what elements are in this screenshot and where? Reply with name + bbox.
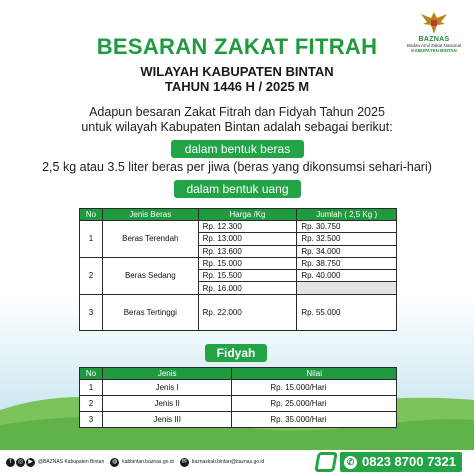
phone-contact[interactable] xyxy=(316,452,474,472)
header-no: No xyxy=(80,368,103,380)
header-harga: Harga /Kg xyxy=(198,209,297,221)
row-jenis: Jenis II xyxy=(102,396,231,412)
email-text[interactable]: baznaskab.bintan@baznas.go.id xyxy=(191,459,265,465)
social-links[interactable] xyxy=(6,458,104,467)
jumlah-cell: Rp. 55.000 xyxy=(297,294,397,330)
row-no: 3 xyxy=(80,412,103,428)
page-title: BESARAN ZAKAT FITRAH xyxy=(96,34,378,59)
row-nilai: Rp. 15.000/Hari xyxy=(232,380,397,396)
row-no: 1 xyxy=(80,380,103,396)
row-nilai: Rp. 25.000/Hari xyxy=(232,396,397,412)
logo-subtitle: Badan Amil Zakat Nasional xyxy=(406,43,462,48)
harga-cell: Rp. 12.300 xyxy=(198,221,297,233)
email-link[interactable] xyxy=(180,458,265,467)
row-no: 3 xyxy=(80,294,103,330)
fidyah-table-header xyxy=(80,368,397,380)
harga-cell: Rp. 13.000 xyxy=(198,233,297,245)
header-jenis-beras: Jenis Beras xyxy=(102,209,198,221)
instagram-icon[interactable]: ◎ xyxy=(17,458,24,465)
row-no: 1 xyxy=(80,221,103,258)
youtube-icon[interactable]: ▶ xyxy=(26,458,35,467)
harga-cell: Rp. 22.000 xyxy=(198,294,297,330)
garuda-emblem-icon xyxy=(419,10,449,36)
phone-number[interactable]: 0823 8700 7321 xyxy=(362,454,456,469)
jumlah-cell: Rp. 34.000 xyxy=(297,245,397,257)
table-row xyxy=(80,412,397,428)
intro-line-1: Adapun besaran Zakat Fitrah dan Fidyah Tahun 2025 xyxy=(89,105,385,119)
uang-section-label: dalam bentuk uang xyxy=(174,180,301,198)
logo-name: BAZNAS xyxy=(418,36,450,43)
fidyah-table xyxy=(79,367,397,428)
subtitle-year: TAHUN 1446 H / 2025 M xyxy=(164,79,310,94)
table-row xyxy=(80,257,397,269)
phone-icon: ✆ xyxy=(344,456,357,469)
header-nilai: Nilai xyxy=(232,368,397,380)
harga-cell: Rp. 15.500 xyxy=(198,270,297,282)
jumlah-cell: Rp. 38.750 xyxy=(297,257,397,269)
jumlah-cell: Rp. 40.000 xyxy=(297,270,397,282)
mail-icon: ✉ xyxy=(181,458,187,465)
globe-icon: ◍ xyxy=(112,458,118,465)
harga-cell: Rp. 16.000 xyxy=(198,282,297,294)
jumlah-cell: Rp. 32.500 xyxy=(297,233,397,245)
table-row xyxy=(80,221,397,233)
beras-section-label: dalam bentuk beras xyxy=(171,140,304,158)
facebook-icon[interactable]: f xyxy=(6,458,15,467)
jumlah-cell: Rp. 30.750 xyxy=(297,221,397,233)
header-no: No xyxy=(80,209,103,221)
row-jenis: Jenis III xyxy=(102,412,231,428)
table-row xyxy=(80,396,397,412)
phone-badge[interactable] xyxy=(340,452,462,472)
fidyah-section-label: Fidyah xyxy=(205,344,267,362)
zakat-table-header xyxy=(80,209,397,221)
row-jenis: Beras Tertinggi xyxy=(102,294,198,330)
row-jenis: Beras Terendah xyxy=(102,221,198,258)
table-row xyxy=(80,380,397,396)
zakat-table xyxy=(79,208,397,331)
row-no: 2 xyxy=(80,396,103,412)
brand-mark-icon xyxy=(314,452,338,472)
beras-description: 2,5 kg atau 3.5 liter beras per jiwa (beras yang dikonsumsi sehari-hari) xyxy=(42,160,432,174)
website-link[interactable] xyxy=(110,458,173,467)
header-jenis: Jenis xyxy=(102,368,231,380)
website-text[interactable]: kabbintan.baznas.go.id xyxy=(122,459,174,465)
row-jenis: Jenis I xyxy=(102,380,231,396)
logo-region: KABUPATEN BINTAN xyxy=(411,48,457,53)
row-no: 2 xyxy=(80,257,103,294)
harga-cell: Rp. 15.000 xyxy=(198,257,297,269)
harga-cell: Rp. 13.600 xyxy=(198,245,297,257)
header-jumlah: Jumlah ( 2,5 Kg ) xyxy=(297,209,397,221)
row-jenis: Beras Sedang xyxy=(102,257,198,294)
social-handle[interactable]: @BAZNAS Kabupaten Bintan xyxy=(38,459,105,465)
intro-line-2: untuk wilayah Kabupaten Bintan adalah sebagai berikut: xyxy=(81,120,393,134)
jumlah-cell-empty xyxy=(297,282,397,294)
row-nilai: Rp. 35.000/Hari xyxy=(232,412,397,428)
table-row xyxy=(80,294,397,330)
subtitle-region: WILAYAH KABUPATEN BINTAN xyxy=(140,64,334,79)
